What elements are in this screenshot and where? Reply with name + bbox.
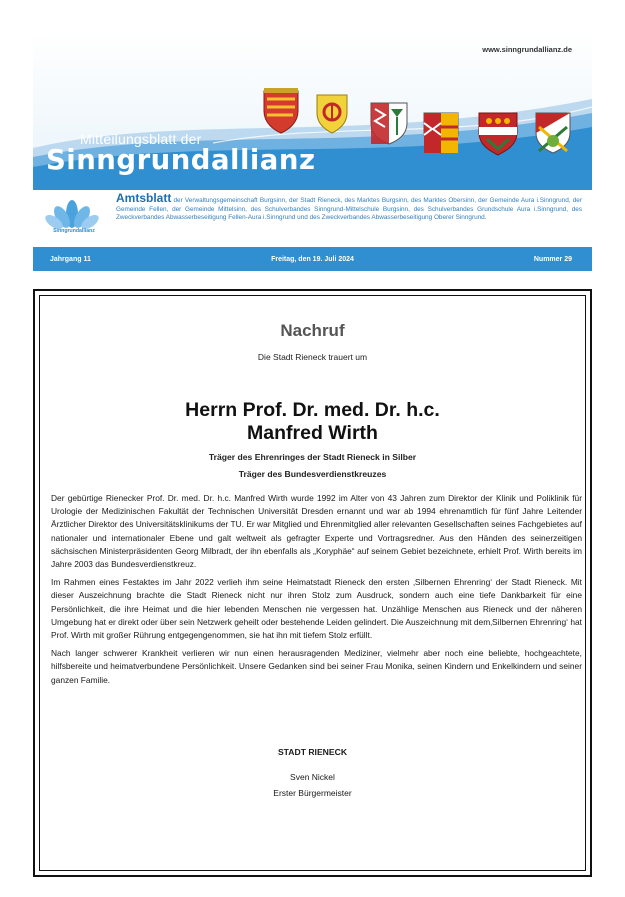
sinngrundallianz-logo-icon bbox=[42, 196, 102, 242]
coat-of-arms-4-icon bbox=[424, 113, 458, 153]
masthead-kicker: Mitteilungsblatt der bbox=[80, 131, 202, 147]
issue-volume: Jahrgang 11 bbox=[50, 256, 91, 263]
issue-number: Nummer 29 bbox=[533, 256, 572, 263]
issue-bar bbox=[33, 247, 592, 271]
amtsblatt-band bbox=[33, 190, 592, 247]
signature-city: STADT RIENECK bbox=[277, 747, 348, 757]
coat-of-arms-6-icon bbox=[536, 113, 570, 153]
obituary-box bbox=[33, 289, 592, 877]
website-url: www.sinngrundallianz.de bbox=[482, 45, 572, 54]
signature-name: Sven Nickel bbox=[290, 772, 335, 782]
honor-bundesverdienstkreuz: Träger des Bundesverdienstkreuzes bbox=[238, 469, 387, 479]
obituary-paragraph-2: Im Rahmen eines Festaktes im Jahr 2022 verlieh ihm seine Heimatstadt Rieneck den ersten ‚Silbernen Ehrenring‘ der Stadt Rieneck. Mit dieser Auszeichnung brachte die Stadt Rieneck nicht nur ihren Stolz zum Ausdruck, sondern auch eine tiefe Dankbarkeit für eine Persönlichkeit, die ihre Heimat und die hier lebenden Menschen nie vergessen hat. Unzählige Menschen aus Rieneck und der näheren Umgebung hat er direkt oder über sein Netzwerk geheilt oder bestehende Leiden gelindert. Die Auszeichnung mit dem‚Silbernen Ehrenring‘ hat Prof. Wirth mit großer Rührung entgegengenommen, sie hat ihn mit tiefem Stolz erfüllt. bbox=[51, 577, 582, 641]
obituary-paragraph-3: Nach langer schwerer Krankheit verlieren wir nun einen herausragenden Mediziner, vielmehr aber noch eine beliebte, hochgeachtete, hilfsbereite und heimatverbundene Persönlichkeit. Unsere Gedanken sind bei seiner Frau Monika, seinen Kindern und Enkelkindern und seiner ganzen Familie. bbox=[51, 648, 582, 685]
masthead-title: Sinngrundallianz bbox=[46, 144, 316, 176]
honor-ehrenring: Träger des Ehrenringes der Stadt Rieneck in Silber bbox=[208, 452, 417, 462]
obituary-intro: Die Stadt Rieneck trauert um bbox=[257, 352, 368, 362]
obituary-paragraph-1: Der gebürtige Rienecker Prof. Dr. med. Dr. h.c. Manfred Wirth wurde 1992 im Alter von 43 Jahren zum Direktor der Klinik und Poliklinik für Urologie der Medizinischen Fakultät der Technischen Universität Dresden ernannt und war ab 1994 ehrenamtlich für fünf Jahre Leitender Ärztlicher Direktor des Universitätsklinikums der TU. Er war Mitglied und Ehrenmitglied aller relevanten Gesellschaften seines Fachgebietes auf nationaler und internationaler Ebene und galt weltweit als gefragter Experte und Vortragsredner. Aus den Händen des seinerzeitigen sächsischen Ministerpräsidenten Georg Milbradt, der ihn ebenfalls als „Koryphäe“ auf seinem Gebiet bezeichnete, erhielt Prof. Wirth bereits im Jahre 2003 das Bundesverdienstkreuz. bbox=[51, 493, 582, 570]
obituary-heading: Nachruf bbox=[280, 321, 345, 340]
coat-of-arms-5-icon bbox=[479, 113, 517, 155]
coat-of-arms-3-icon bbox=[371, 103, 407, 144]
deceased-name-title: Herrn Prof. Dr. med. Dr. h.c. bbox=[185, 399, 440, 421]
issue-date: Freitag, den 19. Juli 2024 bbox=[271, 256, 354, 263]
masthead bbox=[33, 33, 592, 271]
amtsblatt-description bbox=[116, 191, 582, 223]
coat-of-arms-2-icon bbox=[317, 95, 347, 133]
obituary-body bbox=[51, 492, 582, 692]
obituary-inner-frame bbox=[39, 295, 586, 871]
coat-of-arms-1-icon bbox=[264, 88, 298, 133]
signature-role: Erster Bürgermeister bbox=[273, 788, 352, 798]
deceased-name: Manfred Wirth bbox=[247, 422, 378, 444]
masthead-banner bbox=[33, 33, 592, 190]
logo-text: Sinngrundallianz bbox=[53, 228, 95, 234]
amtsblatt-title: Amtsblatt bbox=[116, 191, 172, 205]
amtsblatt-text: der Verwaltungsgemeinschaft Burgsinn, der Stadt Rieneck, des Marktes Burgsinn, des Marktes Obersinn, der Gemeinde Aura i.Sinngrund, der Gemeinde Fellen, der Gemeinde Mittelsinn, des Schulverbandes Sinngrund-Mittelschule Burgsinn, des Schulverbandes Grundschule Aura i.Sinngrund, des Zweckverbandes Abwasserbeseitigung Fellen-Aura i.Sinngrund und des Zweckverbandes Abwasserbeseitigung Oberer Sinngrund. bbox=[116, 197, 582, 222]
